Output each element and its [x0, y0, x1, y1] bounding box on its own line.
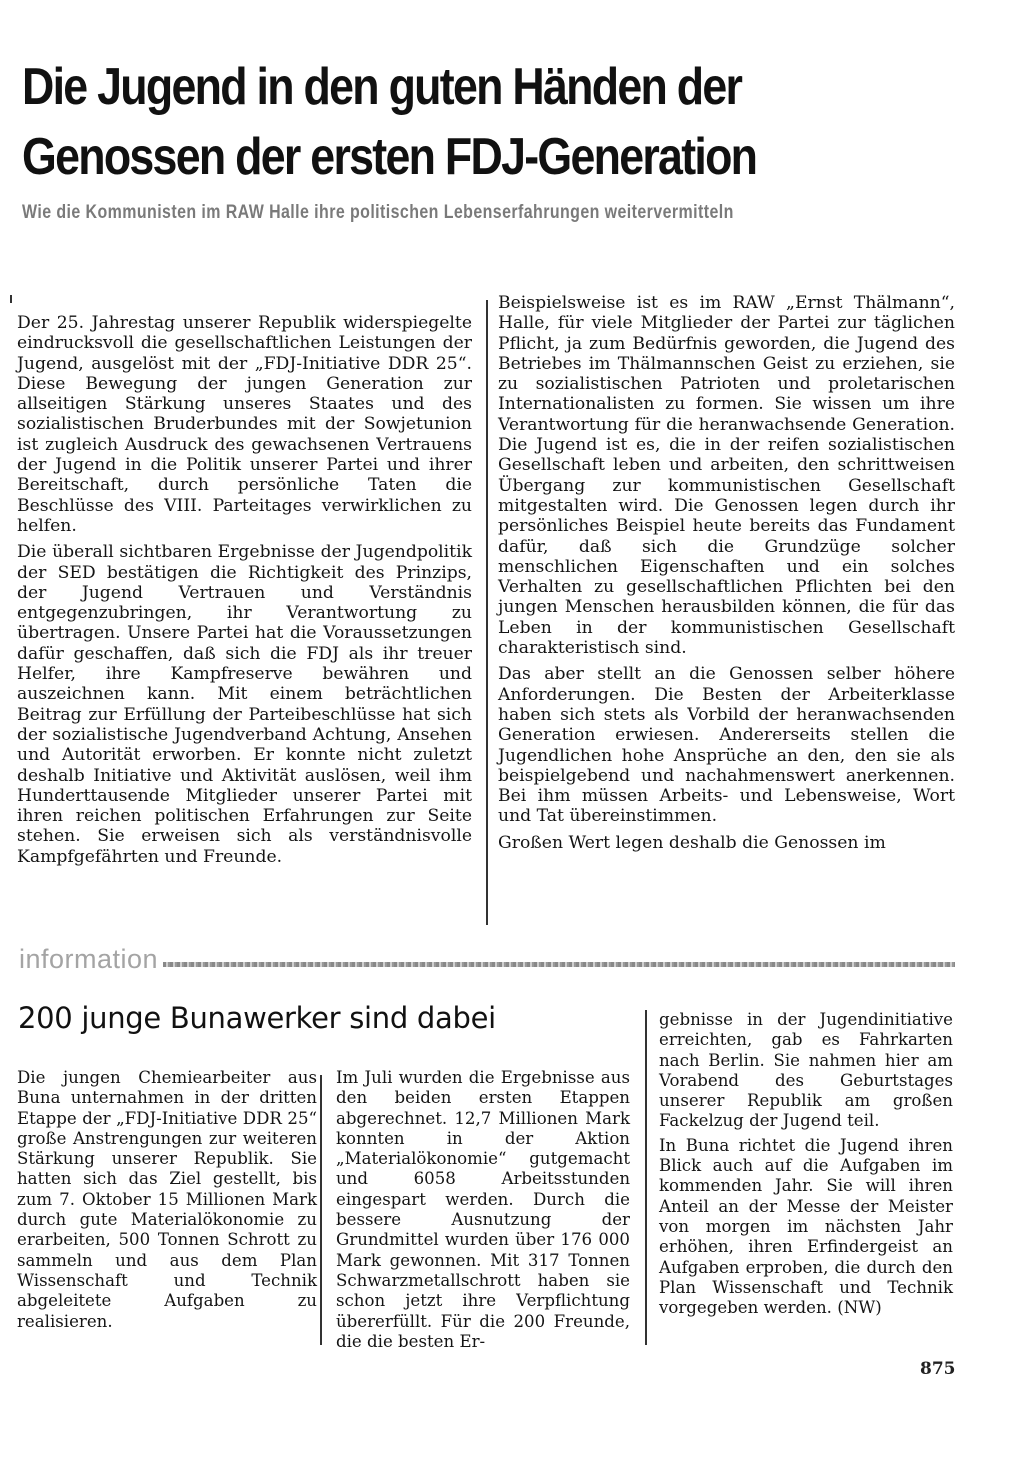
column-divider [645, 1010, 647, 1345]
info-article-column-3 [659, 1010, 953, 1322]
paragraph: Beispielsweise ist es im RAW „Ernst Thälmann“, Halle, für viele Mitglieder der Partei zur täglichen Pflicht, ja zum Bedürfnis geworden, die Jugend des Betriebes im Thälmannschen Geist zu erziehen, sie zu sozialistischen Patrioten und proletarischen Internationalisten zu formen. Sie wissen um ihre Verantwortung für die heranwachsende Generation. Die Jugend ist es, die in der reifen sozialistischen Gesellschaft leben und arbeiten, den schrittweisen Übergang zur kommunistischen Gesellschaft mitgestalten wird. Die Genossen legen durch ihr persönliches Beispiel heute bereits das Fundament dafür, daß sich die Grundzüge solcher menschlichen Eigenschaften und ein solches Verhalten zu gesellschaftlichen Pflichten bei den jungen Menschen herausbilden können, die für das Leben in der kommunistischen Gesellschaft charakteristisch sind. [498, 293, 955, 659]
article-title: 200 junge Bunawerker sind dabei [18, 1001, 496, 1035]
paragraph: Im Juli wurden die Ergebnisse aus den beiden ersten Etappen abgerechnet. 12,7 Millionen Mark konnten in der Aktion „Materialökonomie“ gutgemacht und 6058 Arbeitsstunden eingespart werden. Durch die bessere Ausnutzung der Grundmittel wurden über 176 000 Mark gewonnen. Mit 317 Tonnen Schwarzmetallschrott haben sie schon jetzt ihre Verpflichtung übererfüllt. Für die 200 Freunde, die die besten Er- [336, 1068, 630, 1351]
paragraph: Die überall sichtbaren Ergebnisse der Jugendpolitik der SED bestätigen die Richtigkeit des Prinzips, der Jugend Vertrauen und Verständnis entgegenzubringen, ihr Verantwortung zu übertragen. Unsere Partei hat die Voraussetzungen dafür geschaffen, daß sich die FDJ als ihr treuer Helfer, ihre Kampfreserve bewähren und auszeichnen kann. Mit einem beträchtlichen Beitrag zur Erfüllung der Parteibeschlüsse hat sich der sozialistische Jugendverband Achtung, Ansehen und Autorität erworben. Er konnte nicht zuletzt deshalb Initiative und Aktivität auslösen, weil ihm Hunderttausende Mitglieder unserer Partei mit ihren reichen politischen Erfahrungen zur Seite stehen. Sie erweisen sich als verständnisvolle Kampfgefährten und Freunde. [17, 542, 472, 867]
section-rule [163, 962, 955, 967]
main-article-column-1 [17, 313, 472, 873]
main-article-column-2 [498, 293, 955, 859]
headline [22, 52, 848, 192]
subtitle: Wie die Kommunisten im RAW Halle ihre politischen Lebenserfahrungen weitervermitteln [22, 202, 734, 223]
column-divider-tick [10, 295, 12, 303]
info-article-column-2 [336, 1068, 630, 1356]
headline-line-2: Genossen der ersten FDJ-Generation [22, 128, 757, 186]
paragraph: Die jungen Chemiearbeiter aus Buna unternahmen in der dritten Etappe der „FDJ-Initiative DDR 25“ große Anstrengungen zur weiteren Stärkung unserer Republik. Sie hatten sich das Ziel gestellt, bis zum 7. Oktober 15 Millionen Mark durch gute Materialökonomie zu erarbeiten, 500 Tonnen Schrott zu sammeln und aus dem Plan Wissenschaft und Technik abgeleitete Aufgaben zu realisieren. [17, 1068, 317, 1331]
paragraph: Der 25. Jahrestag unserer Republik widerspiegelte eindrucksvoll die gesellschaftlichen Leistungen der Jugend, ausgelöst mit der „FDJ-Initiative DDR 25“. Diese Bewegung der jungen Generation zur allseitigen Stärkung unseres Staates und des sozialistischen Bruderbundes mit der Sowjetunion ist zugleich Ausdruck des gewachsenen Vertrauens der Jugend in die Politik unserer Partei und ihrer Bereitschaft, durch persönliche Taten die Beschlüsse des VIII. Parteitages verwirklichen zu helfen. [17, 313, 472, 536]
paragraph: Das aber stellt an die Genossen selber höhere Anforderungen. Die Besten der Arbeiterklasse haben sich stets als Vorbild der heranwachsenden Generation erwiesen. Andererseits stellen die Jugendlichen hohe Ansprüche an den, den sie als beispielgebend und nachahmenswert anerkennen. Bei ihm müssen Arbeits- und Lebensweise, Wort und Tat übereinstimmen. [498, 664, 955, 827]
section-label: information [19, 944, 159, 974]
paragraph: Großen Wert legen deshalb die Genossen im [498, 832, 886, 853]
page-number: 875 [920, 1359, 956, 1379]
paragraph: gebnisse in der Jugendinitiative erreichten, gab es Fahrkarten nach Berlin. Sie nahmen hier am Vorabend des Geburtstages unserer Republik am großen Fackelzug der Jugend teil. [659, 1010, 953, 1131]
paragraph: In Buna richtet die Jugend ihren Blick auch auf die Aufgaben im kommenden Jahr. Sie will ihren Anteil an der Messe der Meister von morgen im nächsten Jahr erhöhen, ihren Erfindergeist an Aufgaben erproben, die durch den Plan Wissenschaft und Technik vorgegeben werden. (NW) [659, 1135, 953, 1318]
column-divider [320, 1075, 322, 1345]
column-divider [486, 300, 488, 925]
headline-line-1: Die Jugend in den guten Händen der [22, 58, 742, 116]
info-article-column-1 [17, 1068, 317, 1336]
